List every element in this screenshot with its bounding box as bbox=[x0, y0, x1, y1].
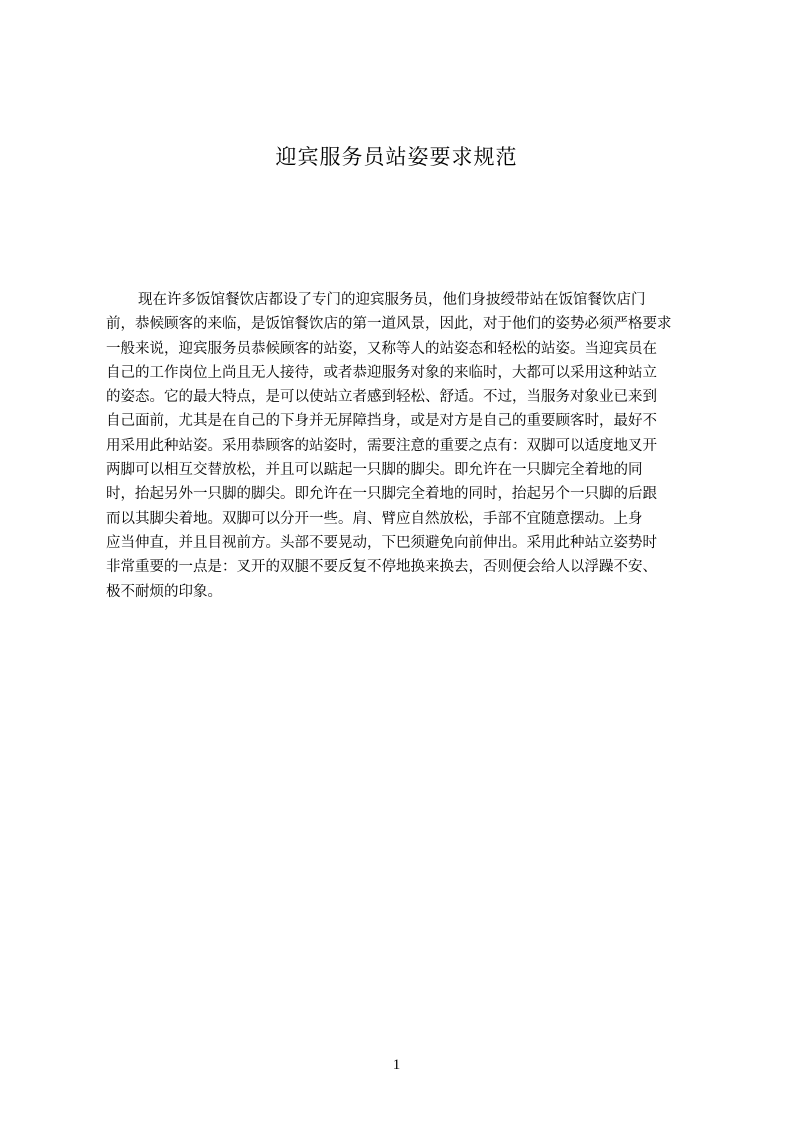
paragraph-line: 时，抬起另外一只脚的脚尖。即允许在一只脚完全着地的同时，抬起另个一只脚的后跟 bbox=[106, 486, 657, 503]
paragraph-line: 自己的工作岗位上尚且无人接待，或者恭迎服务对象的来临时，大都可以采用这种站立 bbox=[106, 364, 657, 381]
body-paragraph bbox=[106, 288, 696, 604]
document-title: 迎宾服务员站姿要求规范 bbox=[275, 145, 518, 169]
paragraph-line: 现在许多饭馆餐饮店都设了专门的迎宾服务员，他们身披绶带站在饭馆餐饮店门 bbox=[138, 292, 646, 308]
paragraph-line: 极不耐烦的印象。 bbox=[106, 583, 222, 600]
paragraph-line: 前，恭候顾客的来临，是饭馆餐饮店的第一道风景，因此，对于他们的姿势必须严格要求 bbox=[106, 316, 672, 333]
paragraph-line: 的姿态。它的最大特点，是可以使站立者感到轻松、舒适。不过，当服务对象业已来到 bbox=[106, 389, 657, 406]
paragraph-line: 一般来说，迎宾服务员恭候顾客的站姿，又称等人的站姿态和轻松的站姿。当迎宾员在 bbox=[106, 340, 657, 357]
page-number: 1 bbox=[392, 1057, 401, 1073]
paragraph-line: 两脚可以相互交替放松，并且可以踮起一只脚的脚尖。即允许在一只脚完全着地的同 bbox=[106, 462, 643, 479]
paragraph-line: 而以其脚尖着地。双脚可以分开一些。肩、臂应自然放松，手部不宜随意摆动。上身 bbox=[106, 510, 643, 527]
paragraph-line: 应当伸直，并且目视前方。头部不要晃动，下巴须避免向前伸出。采用此种站立姿势时 bbox=[106, 534, 657, 551]
paragraph-line: 用采用此种站姿。采用恭顾客的站姿时，需要注意的重要之点有：双脚可以适度地叉开 bbox=[106, 437, 657, 454]
paragraph-line: 自己面前，尤其是在自己的下身并无屏障挡身，或是对方是自己的重要顾客时，最好不 bbox=[106, 413, 657, 430]
paragraph-line: 非常重要的一点是：叉开的双腿不要反复不停地换来换去，否则便会给人以浮躁不安、 bbox=[106, 559, 657, 576]
